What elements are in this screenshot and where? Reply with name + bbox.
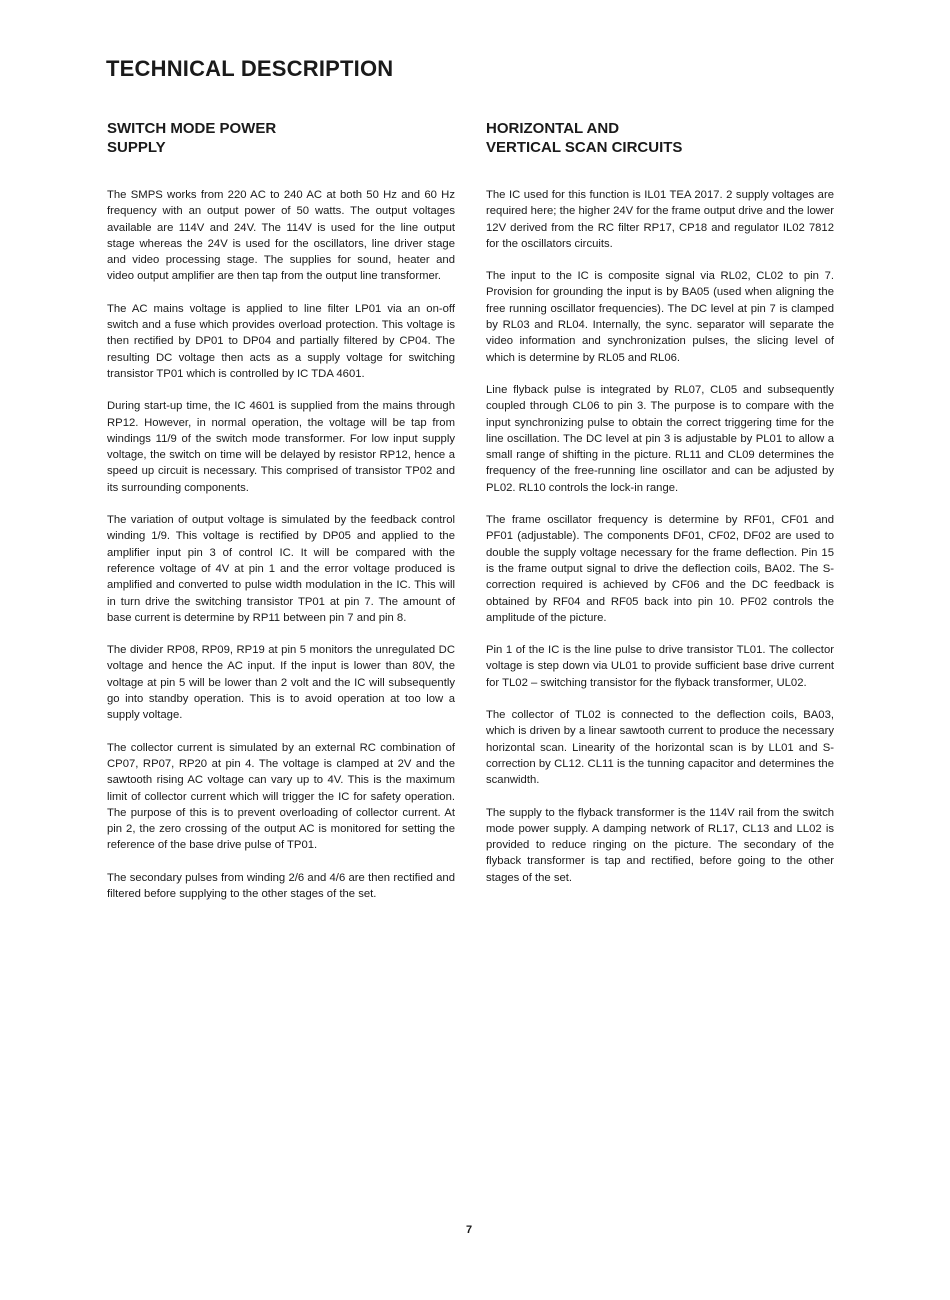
paragraph: During start-up time, the IC 4601 is supplied from the mains through RP12. However, in normal operation, the voltage will be tap from windings 11/9 of the switch mode transformer. For low input supply voltage, the switch on time will be delayed by resistor RP12, hence a speed up circuit is necessary. This comprised of transistor TP02 and its surrounding components. [107,400,455,494]
paragraph: The collector current is simulated by an external RC combination of CP07, RP07, RP20 at pin 4. The voltage is clamped at 2V and the sawtooth rising AC voltage can vary up to 4V. This is the maximum limit of collector current which will trigger the IC for safety operation. The purpose of this is to prevent overloading of collector current. At pin 2, the zero crossing of the output AC is monitored for setting the reference of the base drive pulse of TP01. [107,741,455,852]
section-heading-smps: SWITCH MODE POWER SUPPLY [107,120,277,156]
section-heading-scan-circuits: HORIZONTAL AND VERTICAL SCAN CIRCUITS [486,120,683,156]
paragraph: Line flyback pulse is integrated by RL07, CL05 and subsequently coupled through CL06 to pin 3. The purpose is to compare with the input synchronizing pulse to obtain the correct triggering time for the line oscillation. The DC level at pin 3 is adjustable by PL01 to allow a small range of shifting in the picture. RL11 and CL09 determines the frequency of the free-running line oscillator and can be adjusted by PL02. RL10 controls the lock-in range. [486,383,834,494]
paragraph: The secondary pulses from winding 2/6 and 4/6 are then rectified and filtered before supplying to the other stages of the set. [107,871,455,900]
paragraph: The input to the IC is composite signal via RL02, CL02 to pin 7. Provision for grounding the input is by BA05 (used when aligning the free running oscillator frequencies). The DC level at pin 7 is clamped by RL03 and RL04. Internally, the sync. separator will separate the video information and synchronization pulses, the slicing level of which is determine by RL05 and RL06. [486,270,834,364]
paragraph: The SMPS works from 220 AC to 240 AC at both 50 Hz and 60 Hz frequency with an output power of 50 watts. The output voltages available are 114V and 24V. The 114V is used for the line output stage whereas the 24V is used for the oscillators, line driver stage and video processing stage. The supplies for sound, heater and video output amplifier are then tap from the output line transformer. [107,189,455,283]
paragraph: The variation of output voltage is simulated by the feedback control winding 1/9. This voltage is rectified by DP05 and applied to the amplifier input pin 3 of control IC. It will be compared with the reference voltage of 4V at pin 1 and the error voltage produced is amplified and converted to pulse width modulation in the IC. This will in turn drive the switching transistor TP01 at pin 7. The amount of base current is determine by RP11 between pin 7 and pin 8. [107,514,455,624]
page-title: TECHNICAL DESCRIPTION [106,56,394,81]
paragraph: The frame oscillator frequency is determine by RF01, CF01 and PF01 (adjustable). The components DF01, CF02, DF02 are used to double the supply voltage necessary for the frame deflection. Pin 15 is the frame output signal to drive the deflection coils, BA02. The S-correction required is achieved by CF06 and the DC feedback is obtained by RF04 and RF05 back into pin 10. PF02 controls the amplitude of the picture. [486,514,834,624]
paragraph: The AC mains voltage is applied to line filter LP01 via an on-off switch and a fuse which provides overload protection. This voltage is then rectified by DP01 to DP04 and partially filtered by CP04. The resulting DC voltage then acts as a supply voltage for switching transistor TP01 which is controlled by IC TDA 4601. [107,302,455,380]
paragraph: The IC used for this function is IL01 TEA 2017. 2 supply voltages are required here; the higher 24V for the frame output drive and the lower 12V derived from the RC filter RP17, CP18 and regulator IL02 7812 for the oscillators circuits. [486,189,834,250]
paragraph: The divider RP08, RP09, RP19 at pin 5 monitors the unregulated DC voltage and hence the AC input. If the input is lower than 80V, the voltage at pin 5 will be lower than 2 volt and the IC will subsequently go into standby operation. This is to avoid operation at too low a supply voltage. [107,644,455,722]
paragraph: The supply to the flyback transformer is the 114V rail from the switch mode power supply. A damping network of RL17, CL13 and LL02 is provided to reduce ringing on the picture. The secondary of the flyback transformer is tap and rectified, before going to the other stages of the set. [486,806,834,884]
page-number: 7 [466,1224,473,1236]
right-column [486,119,834,902]
left-column [107,119,455,918]
paragraph: The collector of TL02 is connected to the deflection coils, BA03, which is driven by a linear sawtooth current to produce the necessary horizontal scan. Linearity of the horizontal scan is by LL01 and S-correction by CL12. CL11 is the tunning capacitor and determines the scanwidth. [486,709,834,787]
paragraph: Pin 1 of the IC is the line pulse to drive transistor TL01. The collector voltage is step down via UL01 to provide sufficient base drive current for TL02 – switching transistor for the flyback transformer, UL02. [486,644,834,689]
